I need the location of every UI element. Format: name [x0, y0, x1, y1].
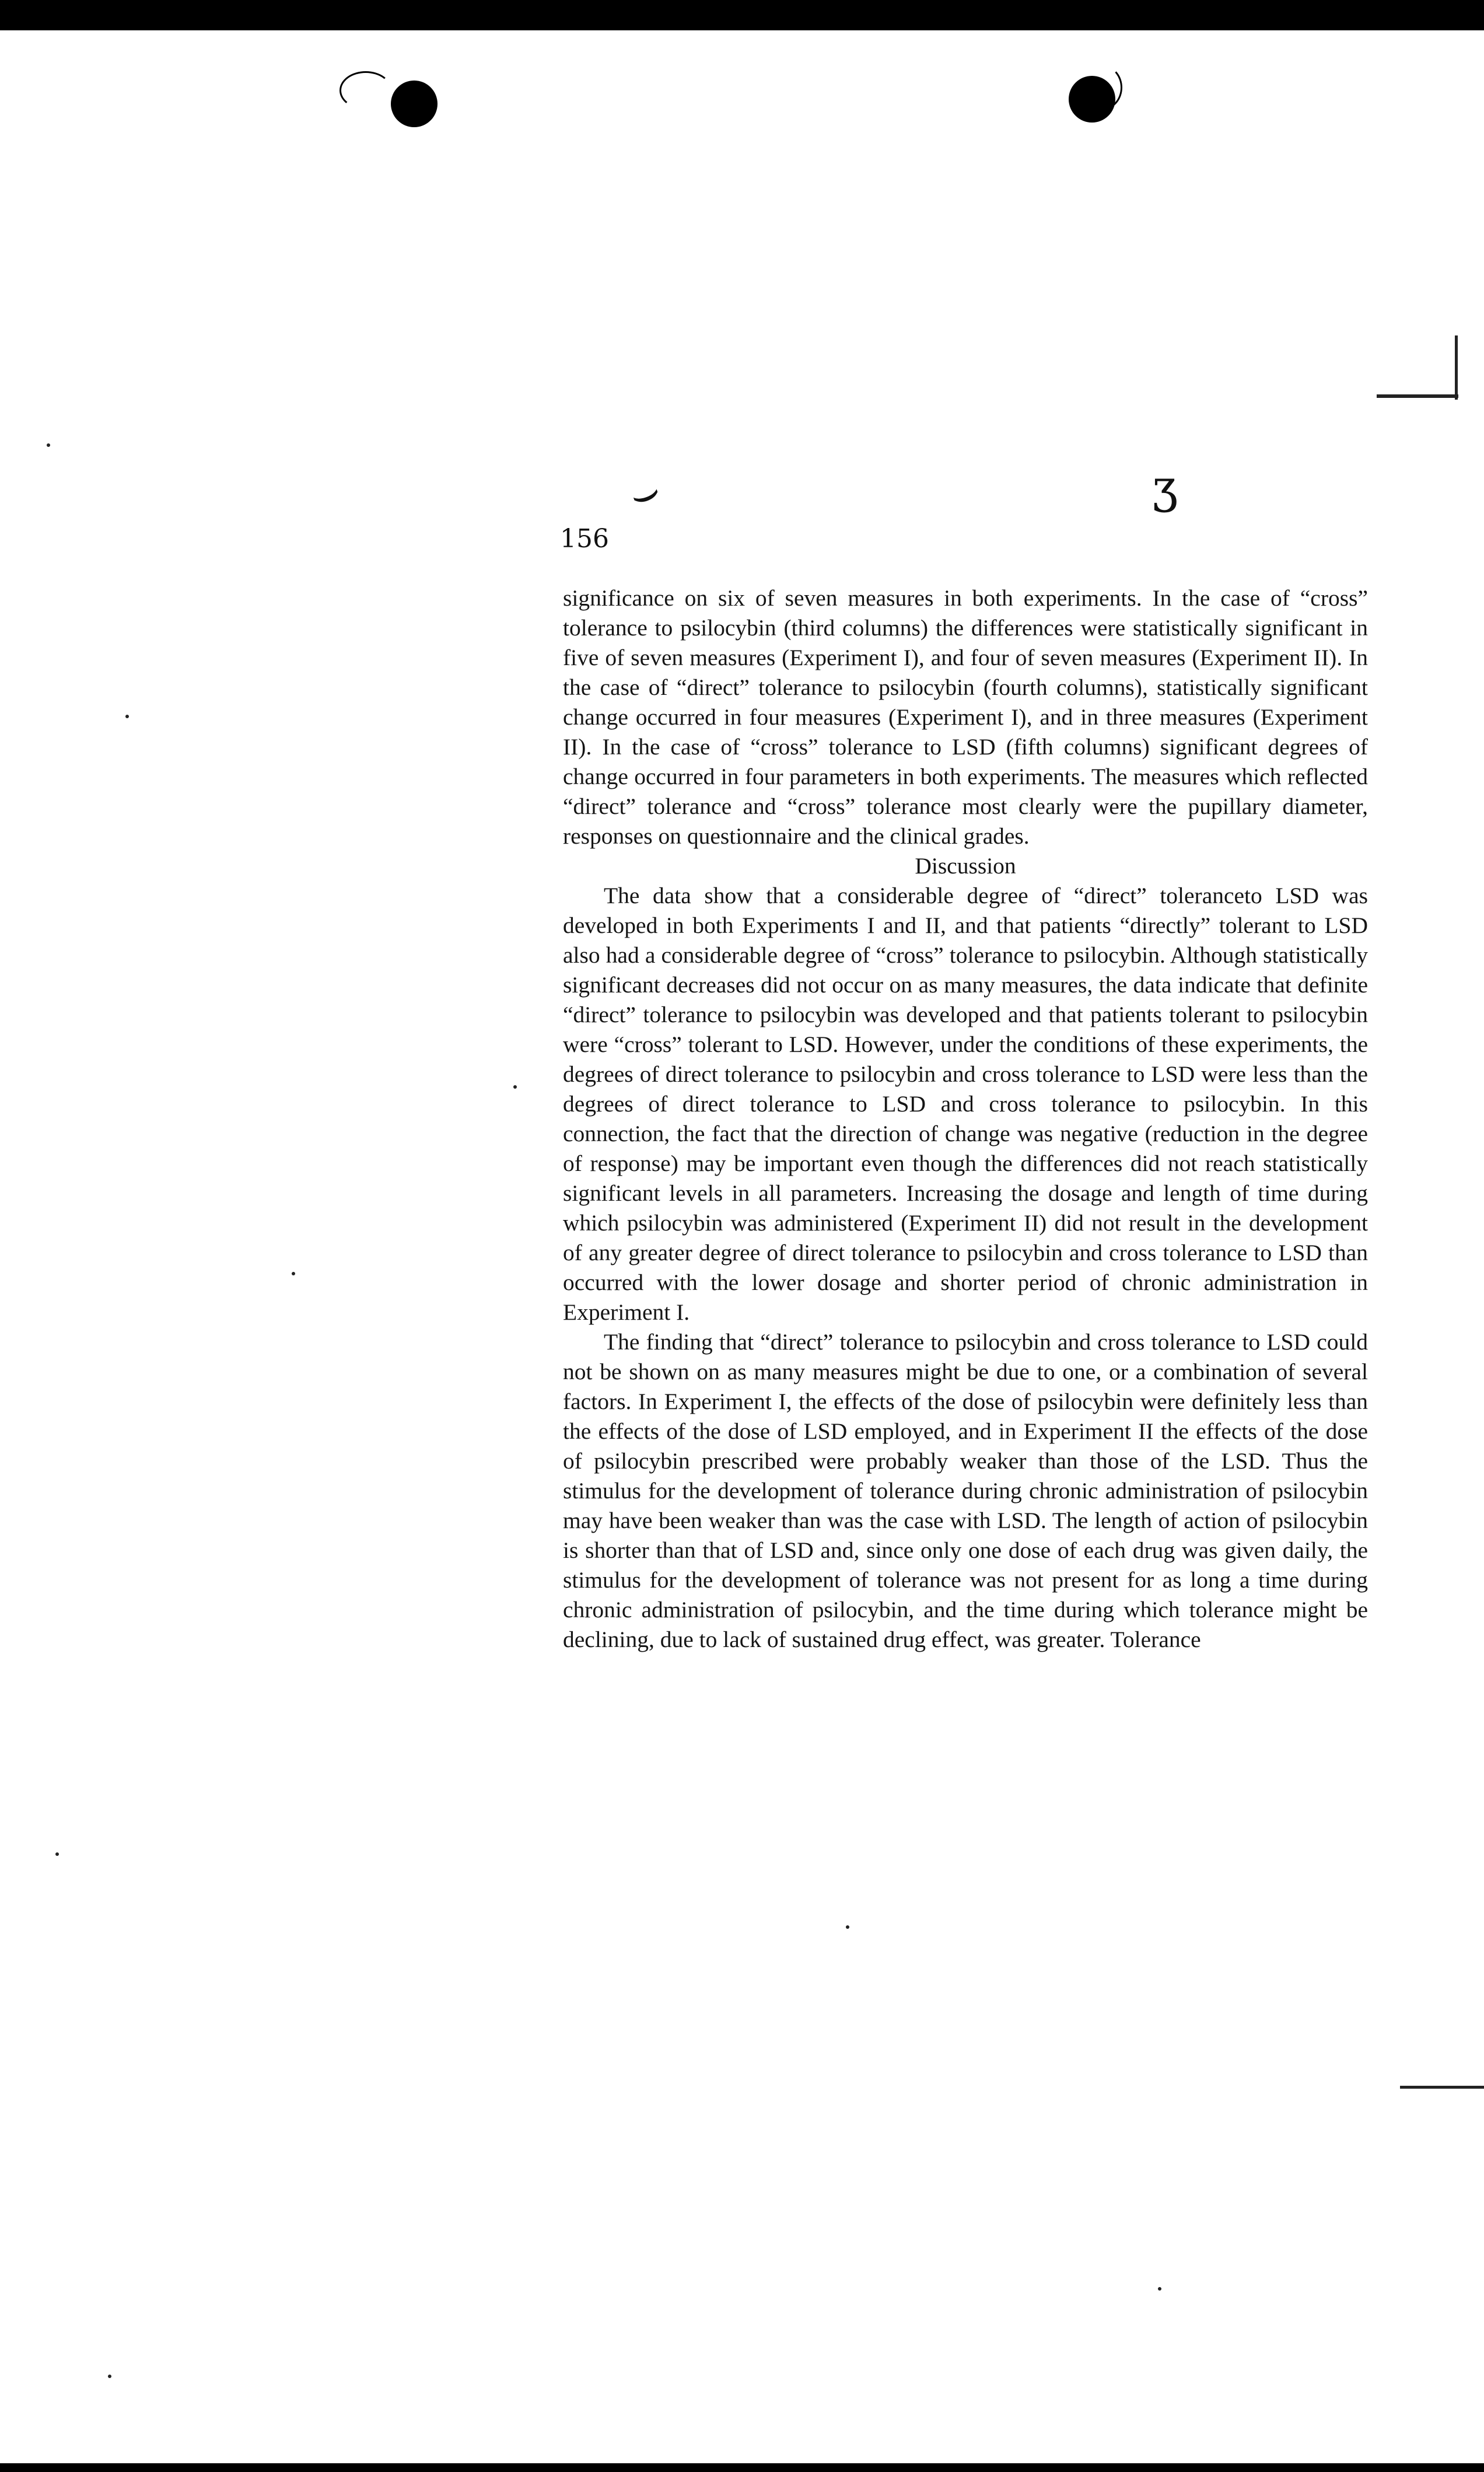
scan-speck — [47, 443, 50, 447]
scan-speck — [55, 1852, 59, 1856]
punch-hole-outline-left — [340, 71, 392, 110]
staple-mark-left: ⌣ — [621, 463, 668, 523]
scan-speck — [513, 1085, 517, 1089]
edge-artifact-top-right-vertical — [1455, 335, 1458, 400]
scan-speck — [846, 1925, 849, 1929]
punch-hole-left — [391, 81, 438, 127]
scan-bottom-border — [0, 2463, 1484, 2472]
edge-artifact-lower-right — [1400, 2086, 1484, 2089]
body-text — [563, 583, 1368, 1655]
scan-top-border — [0, 0, 1484, 30]
punch-hole-outline-right — [1084, 65, 1122, 110]
scan-speck — [292, 1272, 295, 1275]
scan-speck — [108, 2375, 111, 2378]
paragraph: The finding that “direct” tolerance to psilocybin and cross tolerance to LSD could not be shown on as many measures might be due to one, or a combination of several factors. In Experiment I, the effects of the dose of psilocybin were definitely less than the effects of the dose of LSD employed, and in Experiment II the effects of the dose of psilocybin prescribed were probably weaker than those of the LSD. Thus the stimulus for the development of tolerance during chronic administration of psilocybin may have been weaker than was the case with LSD. The length of action of psilocybin is shorter than that of LSD and, since only one dose of each drug was given daily, the stimulus for the development of tolerance was not present for as long a time during chronic administration of psilocybin, and the time during which tolerance might be declining, due to lack of sustained drug effect, was greater. Tolerance — [563, 1329, 1368, 1652]
staple-mark-right: ʒ — [1152, 461, 1178, 513]
section-heading: Discussion — [915, 853, 1016, 879]
scan-speck — [1158, 2287, 1161, 2291]
scan-speck — [125, 715, 129, 718]
paragraph: The data show that a considerable degree of “direct” toleranceto LSD was developed in both Experiments I and II, and that patients “directly” tolerant to LSD also had a considerable degree of “cross” tolerance to psilocybin. Although statistically significant decreases did not occur on as many measures, the data indicate that definite “direct” tolerance to psilocybin was developed and that patients tolerant to psilocybin were “cross” tolerant to LSD. However, under the conditions of these experiments, the degrees of direct tolerance to psilocybin and cross tolerance to LSD were less than the degrees of direct tolerance to LSD and cross tolerance to psilocybin. In this connection, the fact that the direction of change was negative (reduction in the degree of response) may be important even though the differences did not reach statistically significant levels in all parameters. Increasing the dosage and length of time during which psilocybin was administered (Experiment II) did not result in the development of any greater degree of direct tolerance to psilocybin and cross tolerance to LSD than occurred with the lower dosage and shorter period of chronic administration in Experiment I. — [563, 883, 1368, 1325]
edge-artifact-top-right — [1377, 394, 1458, 398]
paragraph-continued: significance on six of seven measures in both experiments. In the case of “cross” tolerance to psilocybin (third columns) the differences were statistically significant in five of seven measures (Experiment I), and four of seven measures (Experiment II). In the case of “direct” tolerance to psilocybin (fourth columns), statistically significant change occurred in four measures (Experiment I), and in three measures (Experiment II). In the case of “cross” tolerance to LSD (fifth columns) significant degrees of change occurred in four parameters in both experiments. The measures which reflected “direct” tolerance and “cross” tolerance most clearly were the pupillary diameter, responses on questionnaire and the clinical grades. — [563, 585, 1368, 849]
page-number: 156 — [560, 524, 609, 554]
